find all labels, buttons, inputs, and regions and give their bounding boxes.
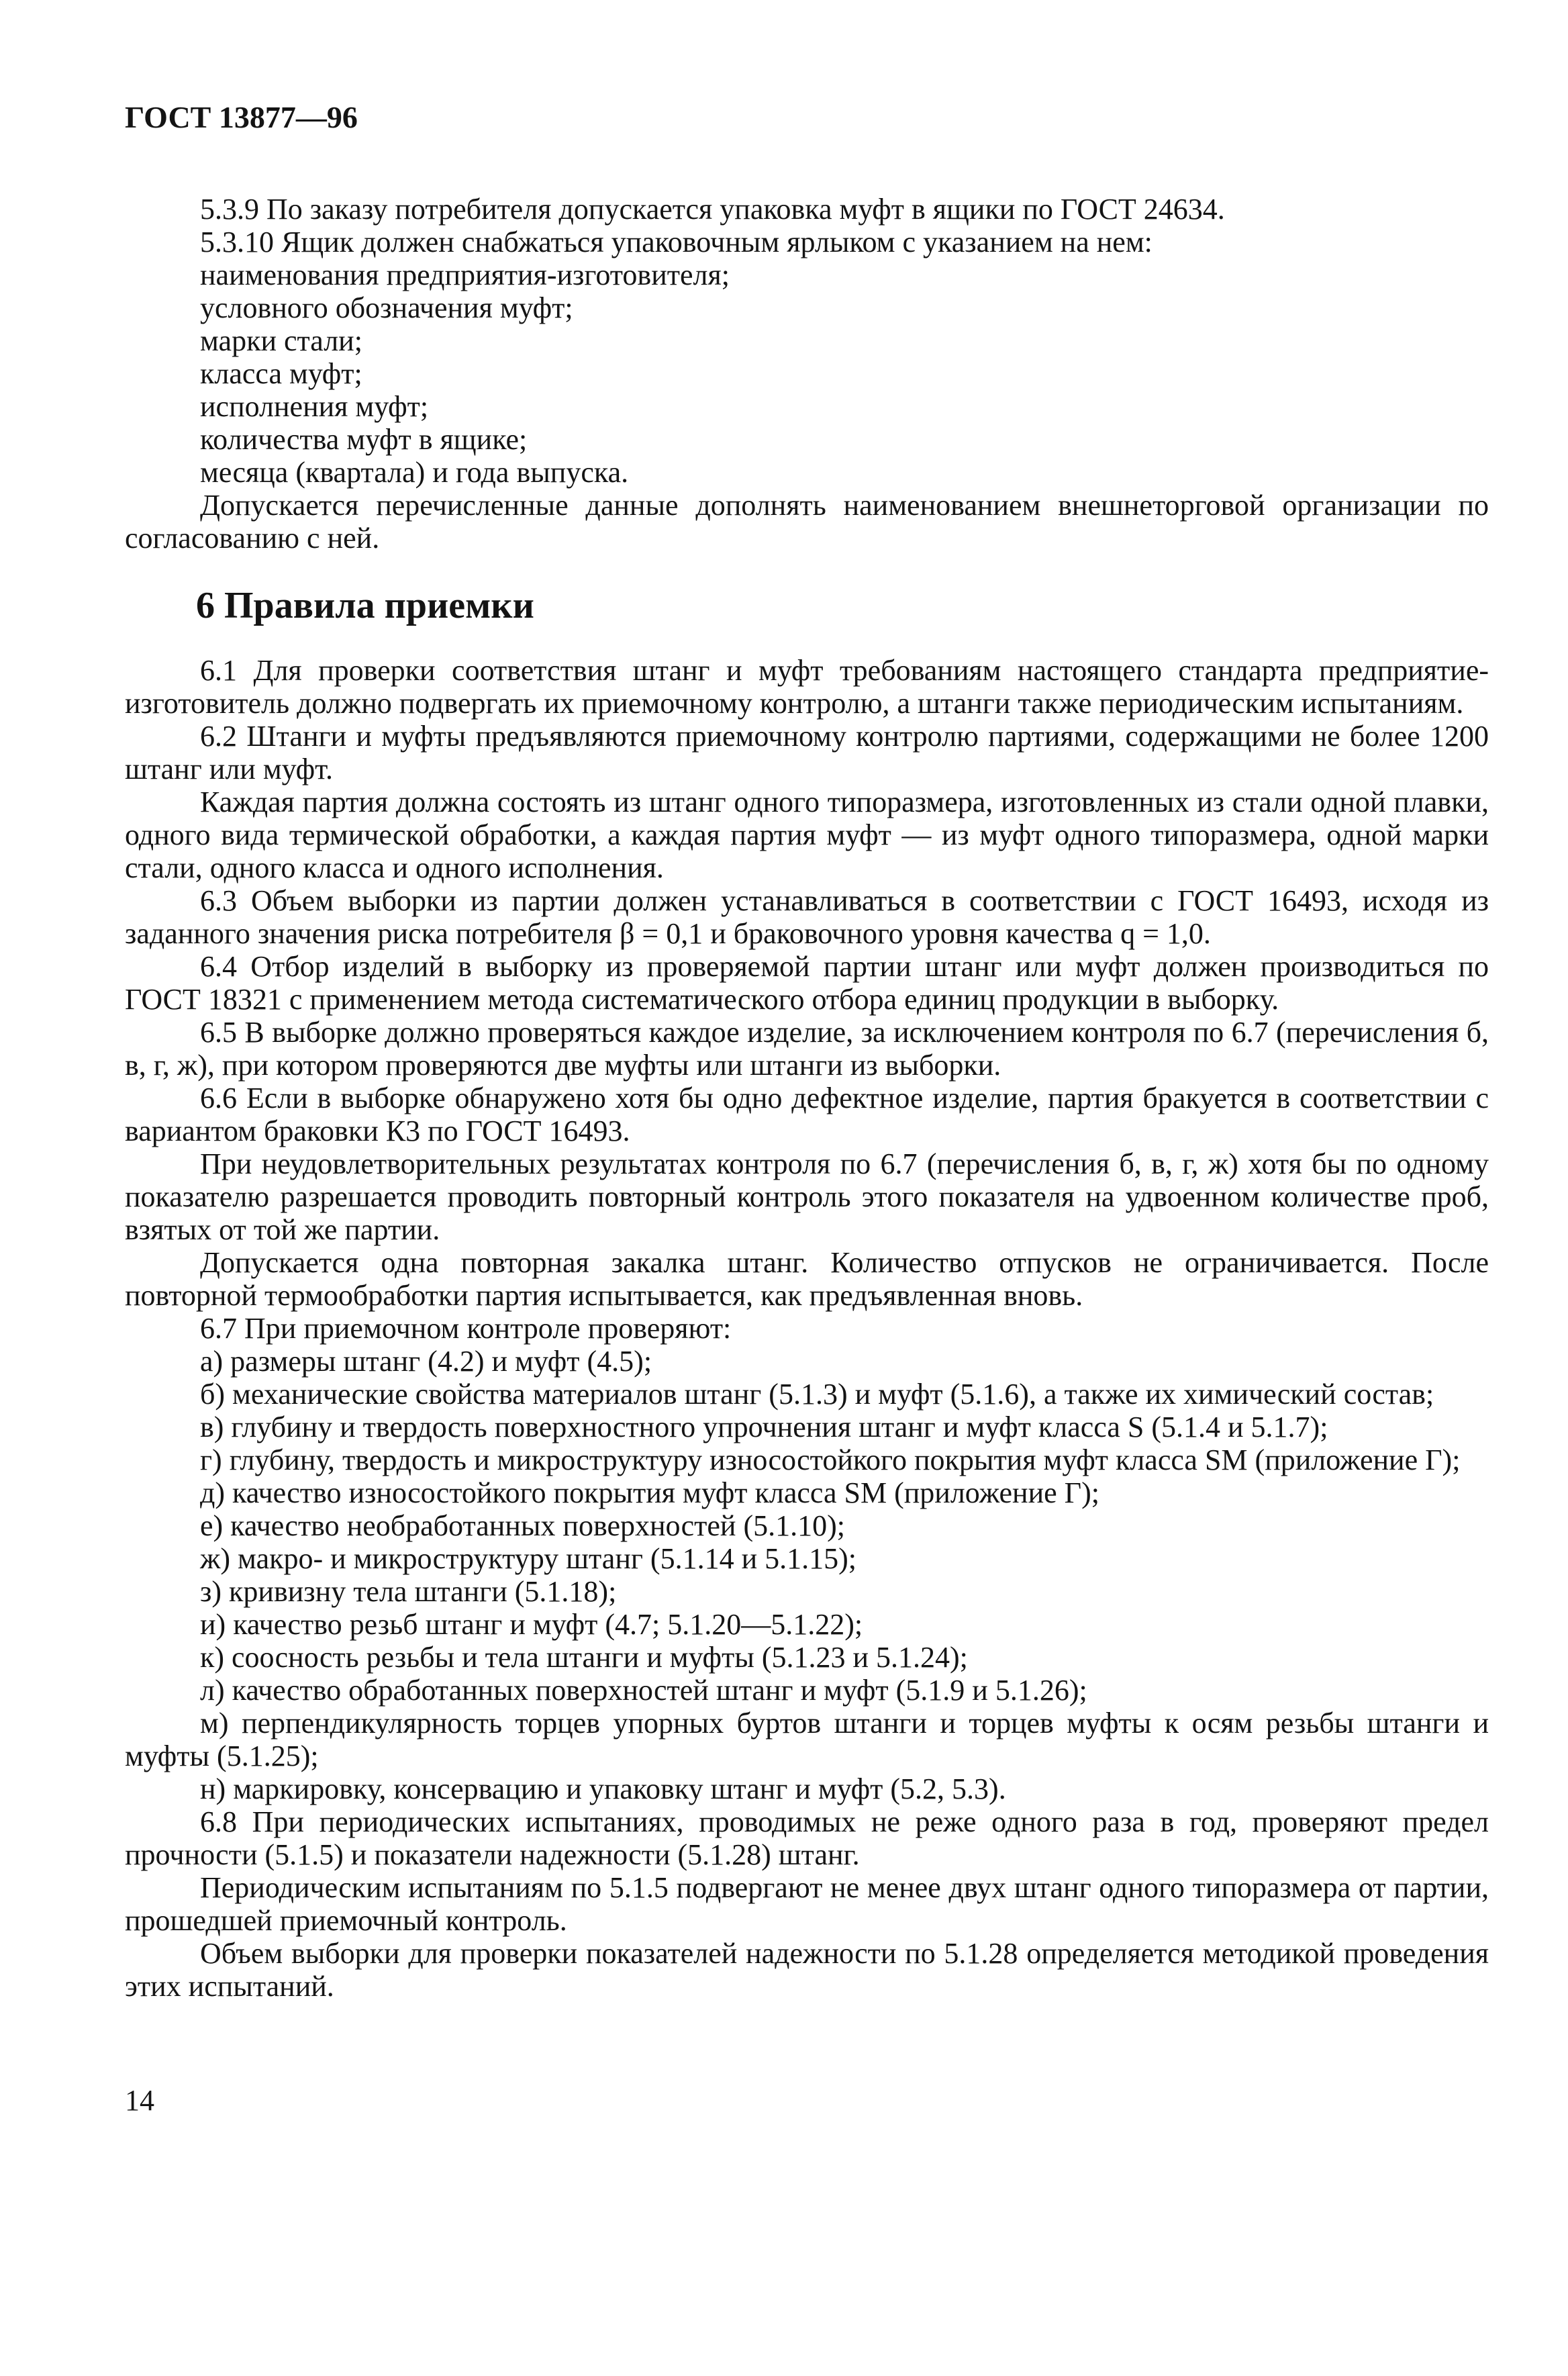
paragraph: Каждая партия должна состоять из штанг одного типоразмера, изготовленных из стали одной плавки, одного вида термической обработки, а каждая партия муфт — из муфт одного типоразмера, одной марки стали, одного класса и одного исполнения. (125, 786, 1489, 884)
paragraph: 6.1 Для проверки соответствия штанг и муфт требованиям настоящего стандарта предприятие-изготовитель должно подвергать их приемочному контролю, а штанги также периодическим испытаниям. (125, 654, 1489, 720)
paragraph: Допускается перечисленные данные дополнять наименованием внешнеторговой организации по согласованию с ней. (125, 489, 1489, 555)
list-item: количества муфт в ящике; (200, 423, 528, 456)
paragraph: 6.6 Если в выборке обнаружено хотя бы одно дефектное изделие, партия бракуется в соответствии с вариантом браковки К3 по ГОСТ 16493. (125, 1082, 1489, 1147)
list-item: д) качество износостойкого покрытия муфт класса SM (приложение Г); (200, 1476, 1099, 1509)
paragraph: 6.2 Штанги и муфты предъявляются приемочному контролю партиями, содержащими не более 1200 штанг или муфт. (125, 720, 1489, 786)
list-item: а) размеры штанг (4.2) и муфт (4.5); (200, 1345, 652, 1378)
paragraph: 6.5 В выборке должно проверяться каждое изделие, за исключением контроля по 6.7 (перечисления б, в, г, ж), при котором проверяются две муфты или штанги из выборки. (125, 1016, 1489, 1082)
paragraph: 6.8 При периодических испытаниях, проводимых не реже одного раза в год, проверяют предел прочности (5.1.5) и показатели надежности (5.1.28) штанг. (125, 1805, 1489, 1871)
paragraph: 5.3.9 По заказу потребителя допускается упаковка муфт в ящики по ГОСТ 24634. (200, 193, 1225, 226)
page-number: 14 (125, 2084, 154, 2117)
list-item: исполнения муфт; (200, 390, 429, 423)
list-item: месяца (квартала) и года выпуска. (200, 456, 629, 489)
paragraph: Периодическим испытаниям по 5.1.5 подвергают не менее двух штанг одного типоразмера от партии, прошедшей приемочный контроль. (125, 1871, 1489, 1937)
section-title: 6 Правила приемки (196, 585, 534, 626)
paragraph: 6.7 При приемочном контроле проверяют: (200, 1312, 732, 1345)
list-item: б) механические свойства материалов штанг (5.1.3) и муфт (5.1.6), а также их химический состав; (200, 1378, 1434, 1411)
paragraph: При неудовлетворительных результатах контроля по 6.7 (перечисления б, в, г, ж) хотя бы по одному показателю разрешается проводить повторный контроль этого показателя на удвоенном количестве проб, взятых от той же партии. (125, 1147, 1489, 1246)
paragraph: Допускается одна повторная закалка штанг. Количество отпусков не ограничивается. После повторной термообработки партия испытывается, как предъявленная вновь. (125, 1246, 1489, 1312)
list-item: е) качество необработанных поверхностей (5.1.10); (200, 1509, 845, 1542)
list-item: наименования предприятия-изготовителя; (200, 258, 730, 291)
list-item: м) перпендикулярность торцев упорных буртов штанги и торцев муфты к осям резьбы штанги и муфты (5.1.25); (125, 1707, 1489, 1772)
list-item: класса муфт; (200, 357, 362, 390)
packing-section (125, 193, 1489, 555)
paragraph: 6.4 Отбор изделий в выборку из проверяемой партии штанг или муфт должен производиться по ГОСТ 18321 с применением метода систематического отбора единиц продукции в выборку. (125, 950, 1489, 1016)
list-item: з) кривизну тела штанги (5.1.18); (200, 1575, 617, 1608)
document-page (125, 101, 1489, 2003)
list-item: к) соосность резьбы и тела штанги и муфты (5.1.23 и 5.1.24); (200, 1641, 968, 1674)
list-item: условного обозначения муфт; (200, 291, 573, 324)
list-item: марки стали; (200, 324, 362, 357)
list-item: г) глубину, твердость и микроструктуру износостойкого покрытия муфт класса SM (приложение Г); (200, 1443, 1461, 1476)
list-item: н) маркировку, консервацию и упаковку штанг и муфт (5.2, 5.3). (200, 1772, 1006, 1805)
document-header: ГОСТ 13877—96 (125, 100, 358, 134)
paragraph: 6.3 Объем выборки из партии должен устанавливаться в соответствии с ГОСТ 16493, исходя из заданного значения риска потребителя β = 0,1 и браковочного уровня качества q = 1,0. (125, 884, 1489, 950)
acceptance-rules-section (125, 654, 1489, 2003)
list-item: л) качество обработанных поверхностей штанг и муфт (5.1.9 и 5.1.26); (200, 1674, 1087, 1707)
list-item: и) качество резьб штанг и муфт (4.7; 5.1.20—5.1.22); (200, 1608, 863, 1641)
list-item: в) глубину и твердость поверхностного упрочнения штанг и муфт класса S (5.1.4 и 5.1.7); (200, 1411, 1328, 1443)
paragraph: Объем выборки для проверки показателей надежности по 5.1.28 определяется методикой проведения этих испытаний. (125, 1937, 1489, 2003)
list-item: ж) макро- и микроструктуру штанг (5.1.14 и 5.1.15); (200, 1542, 856, 1575)
paragraph: 5.3.10 Ящик должен снабжаться упаковочным ярлыком с указанием на нем: (200, 226, 1153, 258)
